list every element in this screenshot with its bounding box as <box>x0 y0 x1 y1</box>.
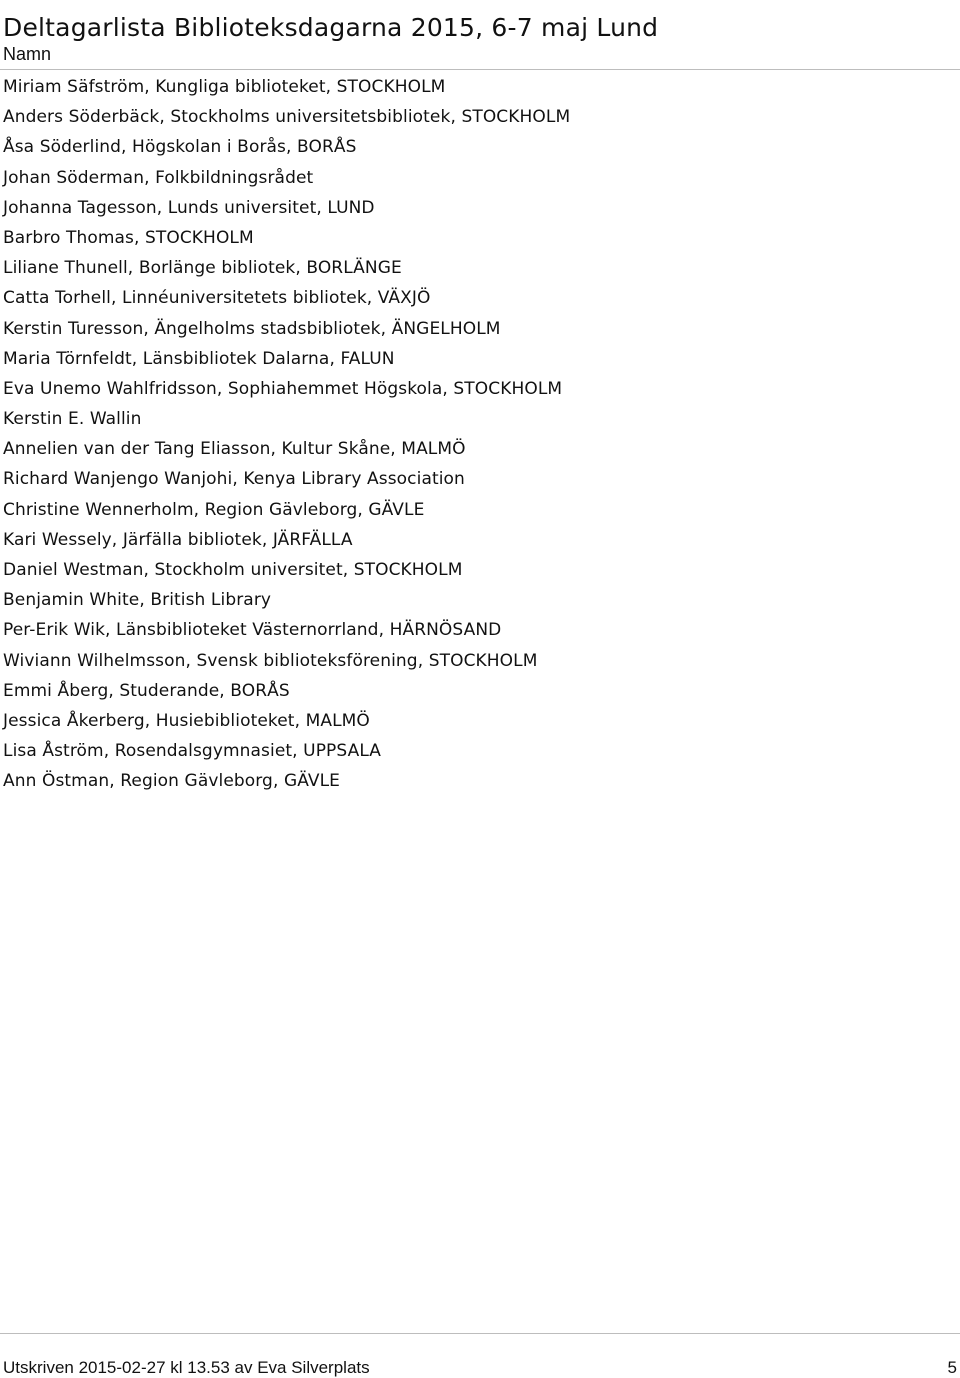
list-item: Åsa Söderlind, Högskolan i Borås, BORÅS <box>3 137 357 158</box>
list-item: Kerstin E. Wallin <box>3 409 142 430</box>
list-item: Jessica Åkerberg, Husiebiblioteket, MALMÖ <box>3 710 370 731</box>
list-item: Christine Wennerholm, Region Gävleborg, GÄVLE <box>3 499 425 520</box>
list-item: Emmi Åberg, Studerande, BORÅS <box>3 680 290 701</box>
footer-printed-info: Utskriven 2015-02-27 kl 13.53 av Eva Silverplats <box>3 1358 370 1377</box>
list-item: Anders Söderbäck, Stockholms universitetsbibliotek, STOCKHOLM <box>3 107 571 128</box>
participant-list <box>0 72 570 797</box>
list-item: Barbro Thomas, STOCKHOLM <box>3 227 254 248</box>
list-item: Johanna Tagesson, Lunds universitet, LUND <box>3 197 375 218</box>
list-item: Johan Söderman, Folkbildningsrådet <box>3 167 314 188</box>
list-item: Maria Törnfeldt, Länsbibliotek Dalarna, FALUN <box>3 348 395 369</box>
list-item: Kerstin Turesson, Ängelholms stadsbibliotek, ÄNGELHOLM <box>3 318 501 339</box>
column-header-label: Namn <box>3 44 52 64</box>
list-item: Eva Unemo Wahlfridsson, Sophiahemmet Högskola, STOCKHOLM <box>3 378 563 399</box>
list-item: Catta Torhell, Linnéuniversitetets bibliotek, VÄXJÖ <box>3 288 431 309</box>
list-item: Lisa Åström, Rosendalsgymnasiet, UPPSALA <box>3 741 382 762</box>
list-item: Daniel Westman, Stockholm universitet, STOCKHOLM <box>3 560 463 580</box>
page-number: 5 <box>947 1358 957 1377</box>
list-item: Miriam Säfström, Kungliga biblioteket, STOCKHOLM <box>3 77 446 97</box>
list-item: Annelien van der Tang Eliasson, Kultur Skåne, MALMÖ <box>3 439 466 460</box>
list-item: Kari Wessely, Järfälla bibliotek, JÄRFÄLLA <box>3 529 353 550</box>
list-item: Ann Östman, Region Gävleborg, GÄVLE <box>3 771 341 792</box>
list-item: Wiviann Wilhelmsson, Svensk biblioteksförening, STOCKHOLM <box>3 650 538 671</box>
page-title: Deltagarlista Biblioteksdagarna 2015, 6-7 maj Lund <box>3 12 659 42</box>
list-item: Per-Erik Wik, Länsbiblioteket Västernorrland, HÄRNÖSAND <box>3 620 502 641</box>
list-item: Benjamin White, British Library <box>3 590 272 611</box>
page-footer <box>0 1333 960 1378</box>
column-header <box>0 39 960 70</box>
list-item: Liliane Thunell, Borlänge bibliotek, BORLÄNGE <box>3 258 402 279</box>
list-item: Richard Wanjengo Wanjohi, Kenya Library Association <box>3 469 465 490</box>
